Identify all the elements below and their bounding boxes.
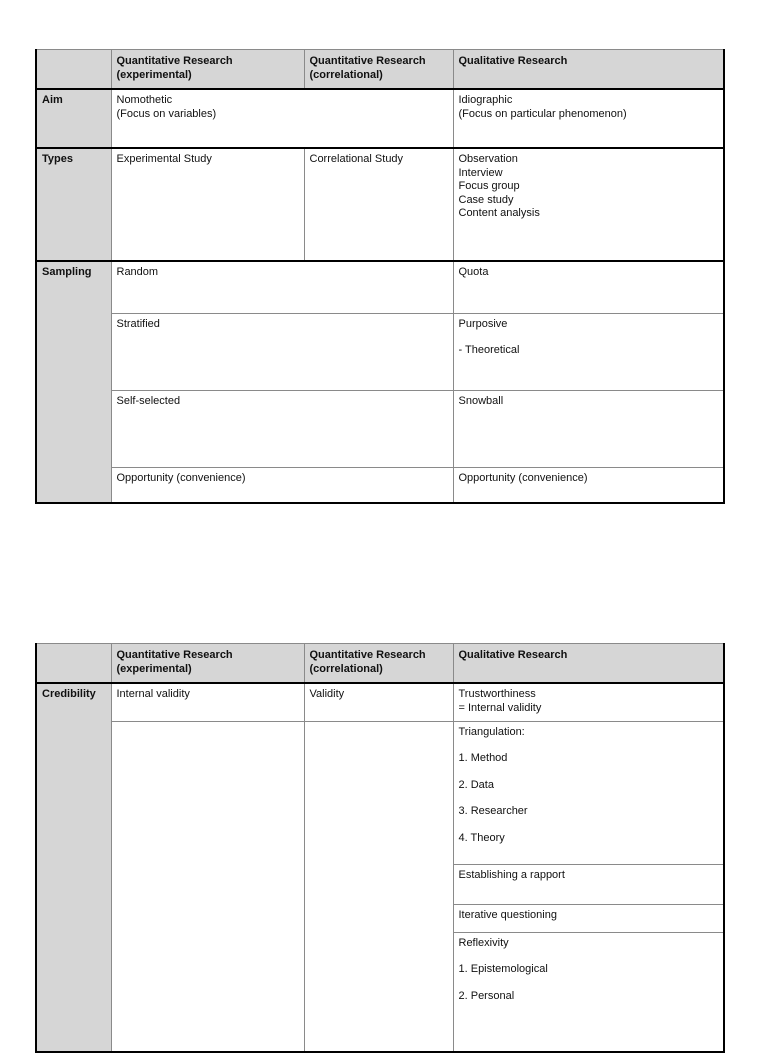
credibility-experimental-cell: Internal validity: [111, 683, 304, 721]
table1-header-blank: [36, 50, 111, 90]
sampling-quant-cell: Random: [111, 261, 453, 313]
research-comparison-table-2: [35, 643, 725, 1053]
purposive-label: Purposive: [458, 317, 508, 330]
reflexivity-item: 1. Epistemological: [458, 963, 548, 975]
triangulation-title: Triangulation:: [458, 725, 525, 738]
reflexivity-cell: [453, 932, 724, 1052]
types-label: Types: [36, 148, 111, 261]
sampling-qual-cell: Opportunity (convenience): [453, 467, 724, 503]
iterative-cell: Iterative questioning: [453, 904, 724, 932]
triangulation-item: 4. Theory: [458, 831, 505, 844]
triangulation-item: 1. Method: [458, 752, 508, 764]
table2-header-quant-correlational: Quantitative Research (correlational): [304, 644, 453, 684]
triangulation-item: 2. Data: [458, 778, 494, 791]
types-row: [36, 148, 724, 261]
triangulation-item: 3. Researcher: [458, 805, 528, 817]
reflexivity-title: Reflexivity: [458, 936, 509, 949]
types-experimental-cell: Experimental Study: [111, 148, 304, 261]
research-comparison-table-1: [35, 49, 725, 504]
sampling-quant-cell: Opportunity (convenience): [111, 467, 453, 503]
theoretical-label: - Theoretical: [458, 344, 520, 356]
table1-header-row: [36, 50, 724, 90]
table2-header-blank: [36, 644, 111, 684]
aim-qual-cell: Idiographic (Focus on particular phenomenon): [453, 89, 724, 148]
sampling-label: Sampling: [36, 261, 111, 503]
aim-quant-cell: Nomothetic (Focus on variables): [111, 89, 453, 148]
credibility-qual-cell: Trustworthiness = Internal validity: [453, 683, 724, 721]
aim-label: Aim: [36, 89, 111, 148]
sampling-qual-cell: Snowball: [453, 390, 724, 467]
sampling-row: [36, 313, 724, 390]
table1-header-qualitative: Qualitative Research: [453, 50, 724, 90]
sampling-row: [36, 467, 724, 503]
sampling-row: [36, 261, 724, 313]
credibility-correlational-cell: Validity: [304, 683, 453, 721]
credibility-row: [36, 683, 724, 721]
sampling-qual-cell: Quota: [453, 261, 724, 313]
reflexivity-item: 2. Personal: [458, 989, 515, 1002]
sampling-quant-cell: Self-selected: [111, 390, 453, 467]
triangulation-row: [36, 721, 724, 864]
credibility-correlational-empty: [304, 721, 453, 1052]
table2-header-quant-experimental: Quantitative Research (experimental): [111, 644, 304, 684]
triangulation-cell: [453, 721, 724, 864]
types-qual-cell: Observation Interview Focus group Case study Content analysis: [453, 148, 724, 261]
table1-header-quant-experimental: Quantitative Research (experimental): [111, 50, 304, 90]
sampling-row: [36, 390, 724, 467]
types-correlational-cell: Correlational Study: [304, 148, 453, 261]
table2-header-row: [36, 644, 724, 684]
credibility-experimental-empty: [111, 721, 304, 1052]
credibility-label: Credibility: [36, 683, 111, 1052]
aim-row: [36, 89, 724, 148]
rapport-cell: Establishing a rapport: [453, 864, 724, 904]
table1-header-quant-correlational: Quantitative Research (correlational): [304, 50, 453, 90]
sampling-qual-cell: [453, 313, 724, 390]
sampling-quant-cell: Stratified: [111, 313, 453, 390]
table2-header-qualitative: Qualitative Research: [453, 644, 724, 684]
